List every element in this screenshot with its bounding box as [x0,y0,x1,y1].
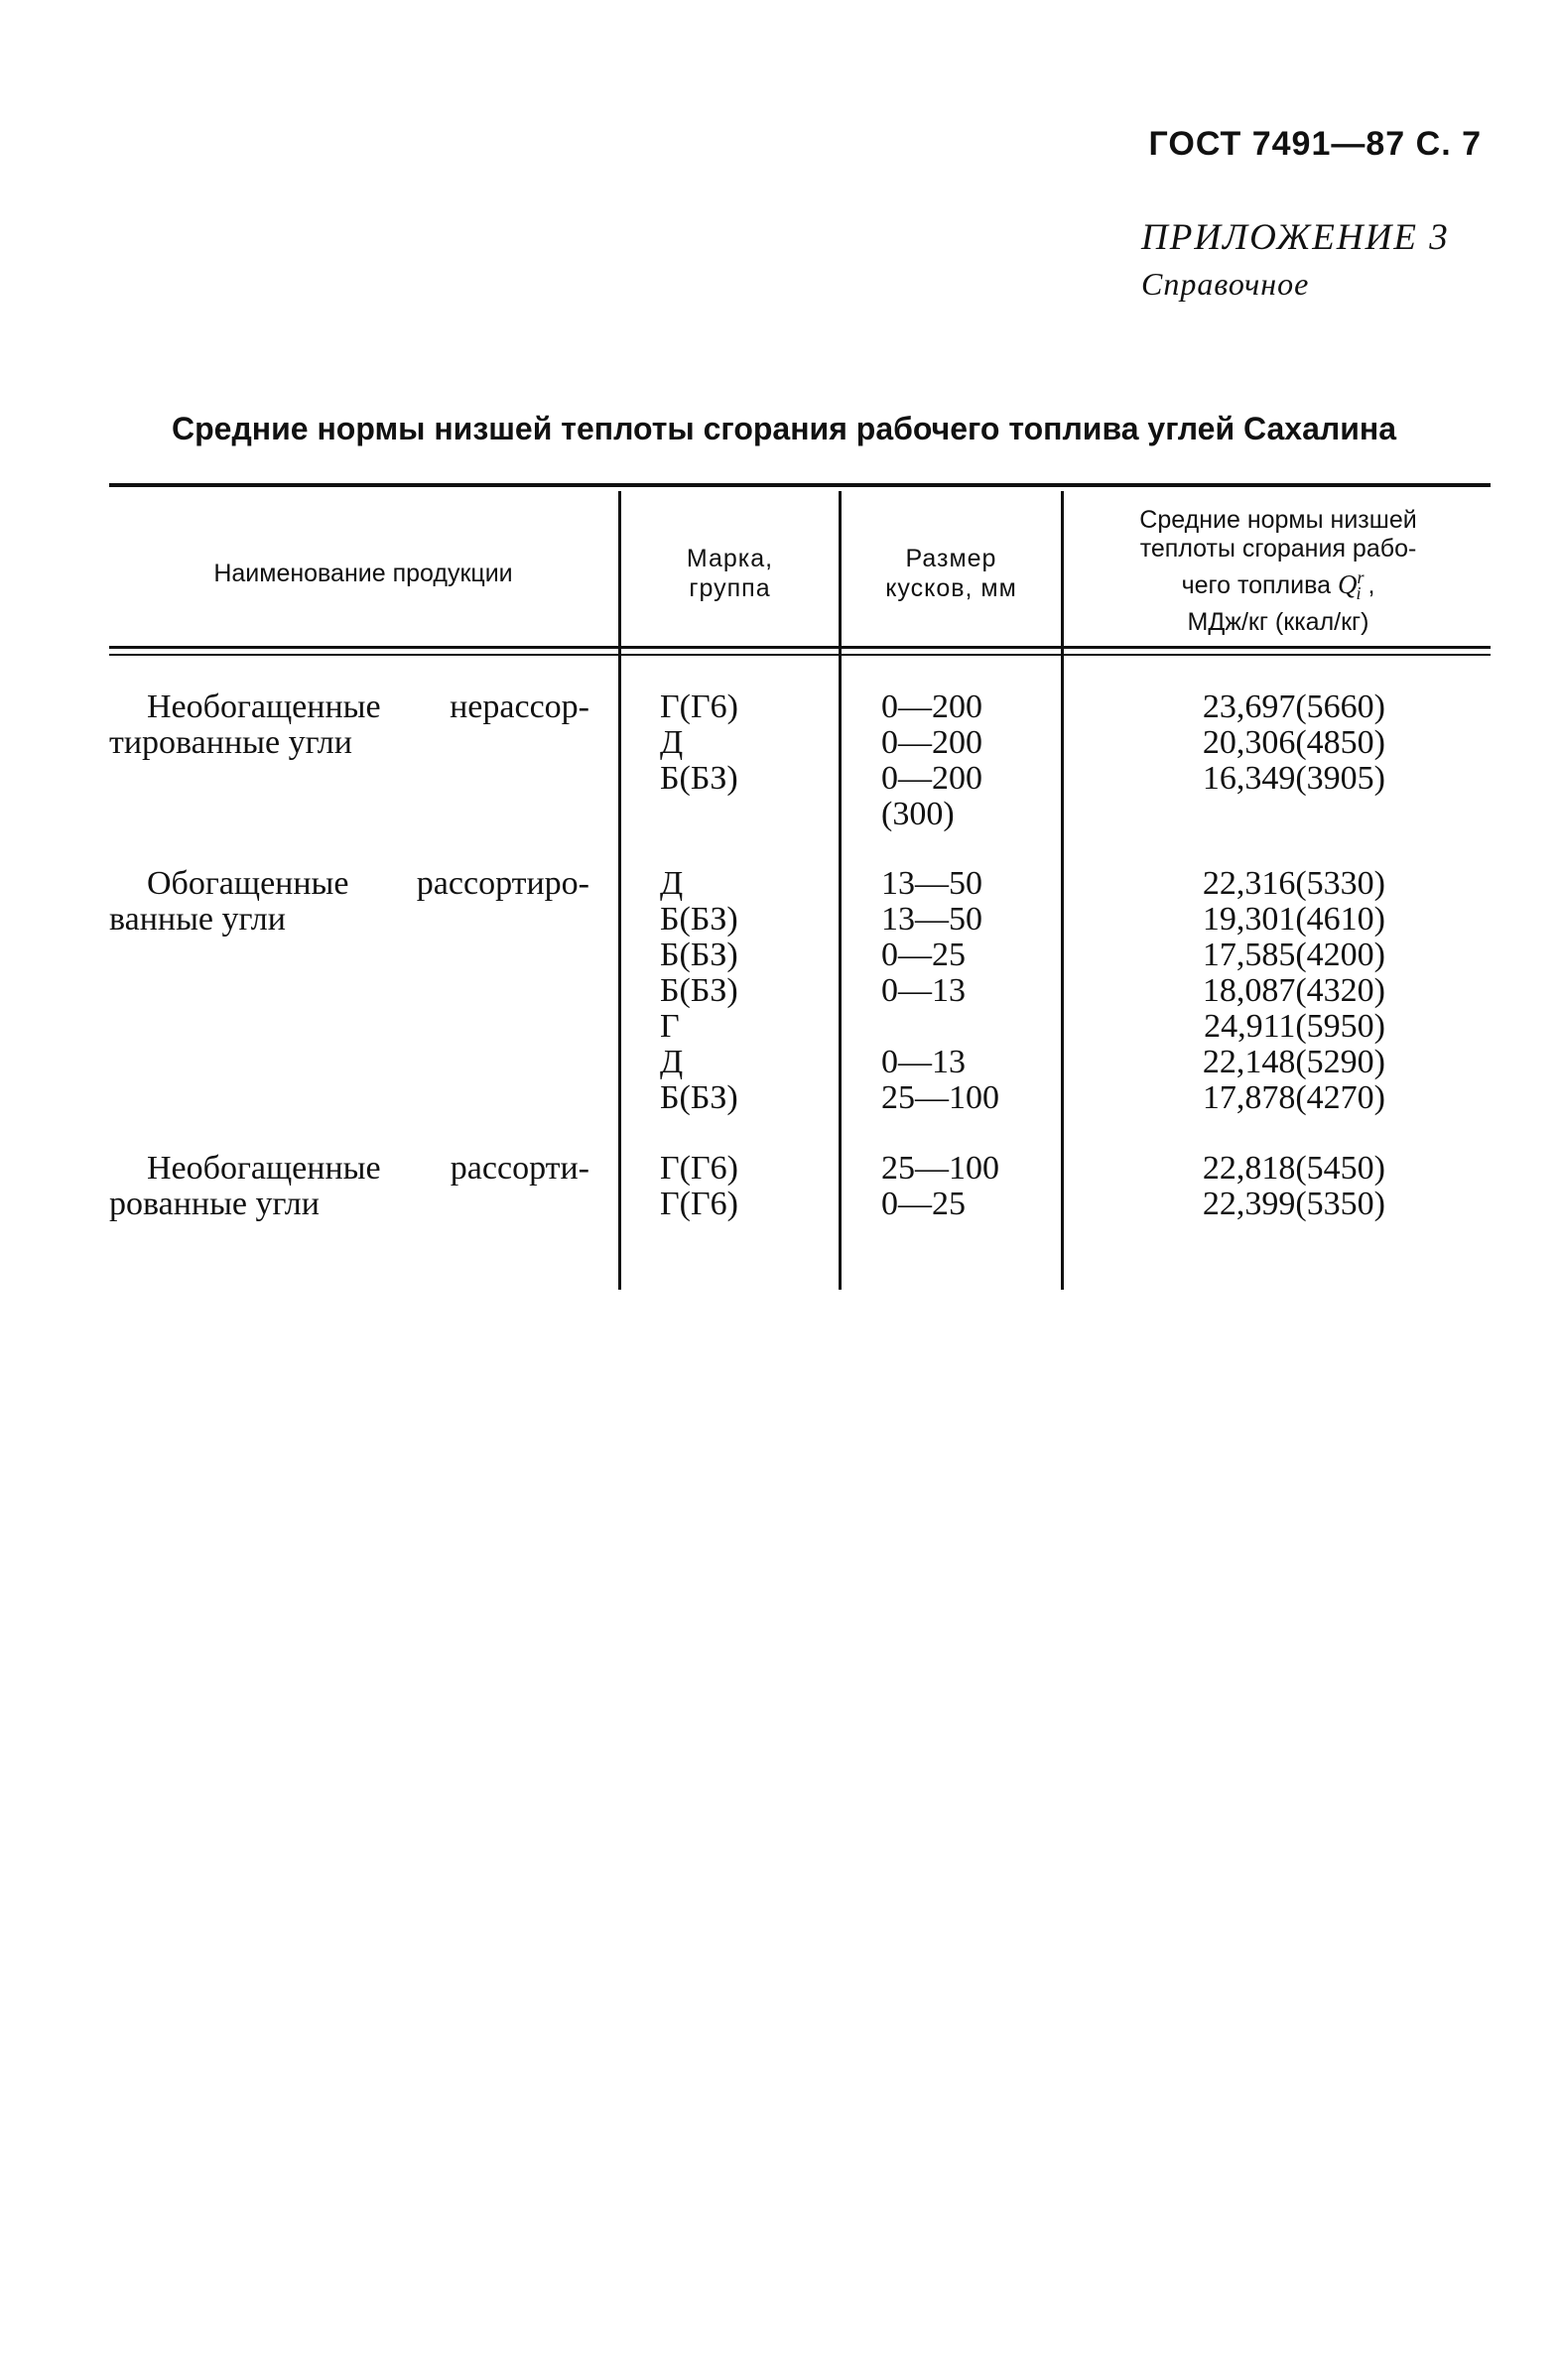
table-title: Средние нормы низшей теплоты сгорания рабочего топлива углей Сахалина [171,411,1397,446]
header-bottom-rule-double [109,654,1491,656]
product-name: тированные угли [109,724,352,761]
product-name: Необогащенные рассорти- [147,1150,589,1187]
header-size-line: кусков, мм [885,574,1017,602]
page-header: ГОСТ 7491—87 С. 7 [1148,125,1482,163]
product-name: Обогащенные рассортиро- [147,865,589,902]
header-brand-line: группа [689,574,771,602]
size-cell: 13—50 13—50 0—25 0—13 0—13 25—100 [881,865,999,1116]
brand-cell: Г(Г6) Г(Г6) [660,1150,738,1222]
appendix-title: ПРИЛОЖЕНИЕ 3 [1141,217,1450,258]
header-brand [623,544,837,603]
heat-symbol: $Q^r_i$ [1337,567,1365,604]
size-cell: 0—200 0—200 0—200 (300) [881,689,982,832]
header-heat-line: Средние нормы низшей [1139,506,1417,534]
column-divider [618,491,621,1290]
appendix-block [1141,214,1518,306]
brand-cell: Д Б(БЗ) Б(БЗ) Б(БЗ) Г Д Б(БЗ) [660,865,738,1116]
header-heat-comma: , [1367,571,1375,599]
header-size-line: Размер [905,545,997,572]
header-heat-line [1066,564,1491,608]
column-divider [1061,491,1064,1290]
header-size [844,544,1059,603]
product-name: рованные угли [109,1186,320,1222]
header-product: Наименование продукции [213,560,513,587]
header-heat-line: МДж/кг (ккал/кг) [1187,608,1369,637]
brand-cell: Г(Г6) Д Б(БЗ) [660,689,738,797]
header-heat-text: чего топлива [1181,571,1332,599]
header-heat-line: теплоты сгорания рабо- [1139,535,1417,563]
heat-cell: 22,818(5450) 22,399(5350) [1202,1150,1385,1222]
heat-cell: 23,697(5660) 20,306(4850) 16,349(3905) [1202,689,1385,797]
table-top-rule [109,483,1491,487]
heat-cell: 22,316(5330) 19,301(4610) 17,585(4200) 18,087(4320) 24,911(5950) 22,148(5290) 17,878(4270) [1202,865,1385,1116]
product-name: Необогащенные нерассор- [147,689,589,725]
product-name: ванные угли [109,901,286,938]
size-cell: 25—100 0—25 [881,1150,999,1222]
header-heat-value [1066,506,1491,637]
header-bottom-rule [109,646,1491,649]
appendix-subtitle: Справочное [1141,266,1310,302]
column-divider [839,491,842,1290]
header-brand-line: Марка, [686,545,774,572]
